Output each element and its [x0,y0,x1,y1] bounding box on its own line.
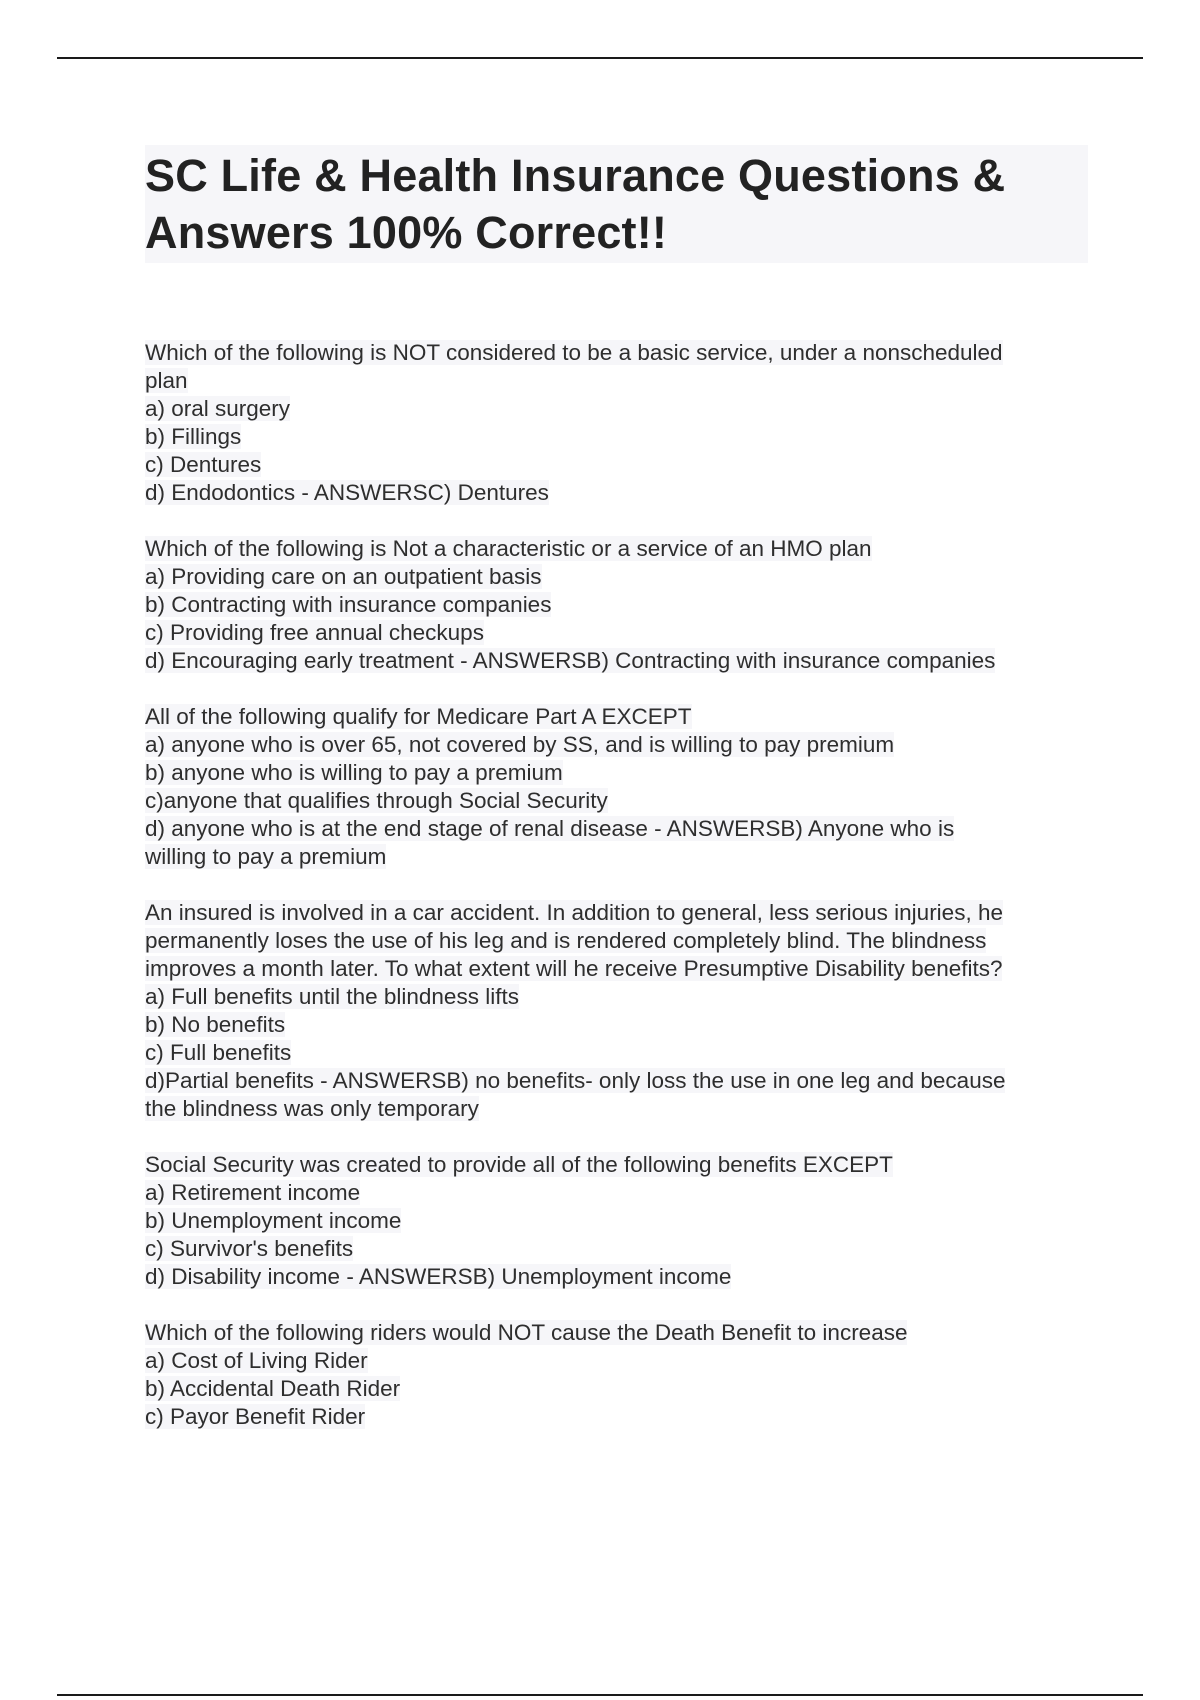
answer-option: a) oral surgery [145,396,291,421]
answer-option: c) Payor Benefit Rider [145,1404,366,1429]
title-block [145,145,1088,263]
question-item [145,339,1105,507]
answer-option-with-answer: d) Endodontics - ANSWERSC) Dentures [145,480,549,505]
footer-rule [57,1694,1143,1696]
question-list [145,339,1105,1459]
question-text: permanently loses the use of his leg and is rendered completely blind. The blindness [145,928,987,953]
title-line-2: Answers 100% Correct!! [145,207,668,258]
question-text: improves a month later. To what extent will he receive Presumptive Disability benefits? [145,956,1003,981]
question-item [145,703,1105,871]
answer-option-with-answer: d) anyone who is at the end stage of renal disease - ANSWERSB) Anyone who is [145,816,955,841]
answer-option: a) Retirement income [145,1180,361,1205]
question-item [145,1151,1105,1291]
answer-option: b) Contracting with insurance companies [145,592,552,617]
answer-option: b) Accidental Death Rider [145,1376,401,1401]
question-text: Which of the following is Not a characteristic or a service of an HMO plan [145,536,872,561]
answer-option: c) Full benefits [145,1040,292,1065]
question-item [145,1319,1105,1431]
question-text: All of the following qualify for Medicare Part A EXCEPT [145,704,692,729]
answer-option: b) No benefits [145,1012,286,1037]
answer-option: a) anyone who is over 65, not covered by SS, and is willing to pay premium [145,732,895,757]
answer-option-with-answer: d) Encouraging early treatment - ANSWERSB) Contracting with insurance companies [145,648,996,673]
answer-option: c) Survivor's benefits [145,1236,354,1261]
question-item [145,899,1105,1123]
answer-option-with-answer: d)Partial benefits - ANSWERSB) no benefits- only loss the use in one leg and because [145,1068,1006,1093]
answer-option: b) Unemployment income [145,1208,402,1233]
answer-option: c)anyone that qualifies through Social Security [145,788,608,813]
header-rule [57,57,1143,59]
answer-option-with-answer: d) Disability income - ANSWERSB) Unemployment income [145,1264,732,1289]
question-text: Which of the following riders would NOT cause the Death Benefit to increase [145,1320,908,1345]
question-item [145,535,1105,675]
question-text: Social Security was created to provide all of the following benefits EXCEPT [145,1152,893,1177]
answer-continuation: willing to pay a premium [145,844,387,869]
question-text: Which of the following is NOT considered to be a basic service, under a nonscheduled [145,340,1003,365]
answer-option: c) Dentures [145,452,262,477]
answer-continuation: the blindness was only temporary [145,1096,479,1121]
answer-option: b) anyone who is willing to pay a premium [145,760,563,785]
answer-option: a) Providing care on an outpatient basis [145,564,542,589]
question-text: An insured is involved in a car accident. In addition to general, less serious injuries, he [145,900,1003,925]
answer-option: c) Providing free annual checkups [145,620,484,645]
answer-option: a) Full benefits until the blindness lifts [145,984,519,1009]
title-line-1: SC Life & Health Insurance Questions & [145,150,1006,201]
document-title [145,147,1088,261]
answer-option: b) Fillings [145,424,242,449]
question-text: plan [145,368,188,393]
answer-option: a) Cost of Living Rider [145,1348,368,1373]
